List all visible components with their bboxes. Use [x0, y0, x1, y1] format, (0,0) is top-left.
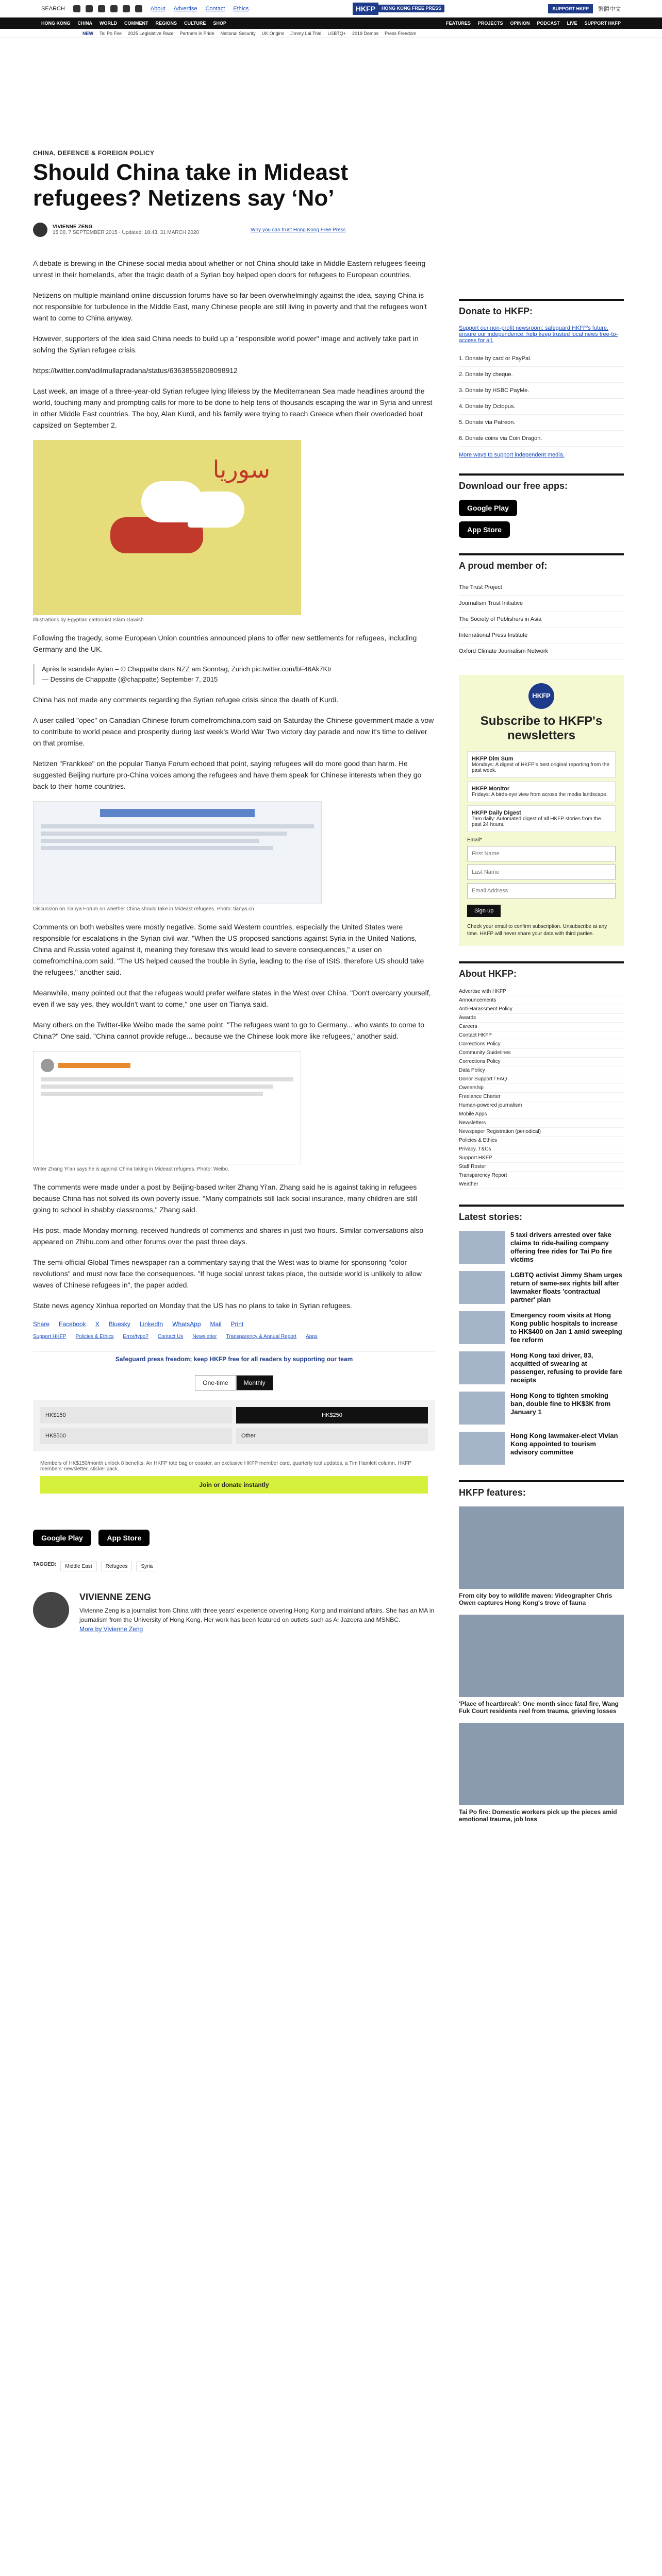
paragraph: Last week, an image of a three-year-old Syrian refugee lying lifeless by the Mediterranean Sea made headlines around the world, touching many and prompting calls for more to be done to help tens of thousands escaping the war in Syria and unrest in other Middle East countries. The boy, Alan Kurdi, and his family were trying to reach Greece when their overloaded boat capsized on September 2. — [33, 387, 433, 429]
nav-podcast[interactable]: PODCAST — [537, 21, 560, 26]
trending-item[interactable]: 2019 Demos — [352, 30, 378, 36]
newsletter-name: HKFP Monitor — [472, 786, 510, 792]
nav-support[interactable]: SUPPORT HKFP — [584, 21, 621, 26]
paragraph: Meanwhile, many pointed out that the refugees would prefer welfare states in the West over China. "Don't overcarry yourself, even if we say yes, they wouldn't want to come," one user on Tianya said. — [33, 989, 431, 1008]
forum-line — [41, 832, 287, 836]
tags-label: TAGGED: — [33, 1562, 57, 1567]
nav-hong-kong[interactable]: HONG KONG — [41, 21, 71, 26]
forum-line — [41, 839, 259, 843]
paragraph: China has not made any comments regarding the Syrian refugee crisis since the death of Kurdi. — [33, 696, 339, 704]
x-icon[interactable] — [86, 5, 93, 12]
footer-links — [33, 1334, 435, 1340]
donate-link[interactable]: 6. Donate coins via Coin Dragon. — [459, 431, 624, 447]
donate-more-link[interactable]: More ways to support independent media. — [459, 452, 565, 458]
amount-option-selected[interactable]: HK$250 — [236, 1407, 428, 1423]
app-buttons — [33, 1530, 435, 1546]
article-title: Should China take in Mideast refugees? Netizens say ‘No’ — [33, 160, 349, 211]
frequency-toggle — [33, 1375, 435, 1391]
threads-icon[interactable] — [135, 5, 142, 12]
member-benefits: Members of HK$150/month unlock 8 benefits: An HKFP tote bag or coaster, an exclusive HKFP member card, quarterly tool updates, a Tim Hamlett column, HKFP members' newsletter, sticker pack. — [40, 1461, 411, 1472]
nav-china[interactable]: CHINA — [77, 21, 93, 26]
donate-link[interactable]: 4. Donate by Octopus. — [459, 399, 624, 415]
email-label: Email* — [467, 837, 482, 843]
paragraph: The semi-official Global Times newspaper ran a commentary saying that the West was to blame for sponsoring "color revolutions" and must now face the consequences. "If huge social unrest takes place, the outside world is unlikely to allow waves of Chinese refugees in", the paper added. — [33, 1258, 422, 1289]
donate-links — [459, 351, 624, 447]
first-name-field[interactable]: First Name — [467, 846, 616, 861]
trending-item[interactable]: Press Freedom — [384, 30, 417, 36]
story-title: 5 taxi drivers arrested over fake claims to ride-hailing company offering free rides for Tai Po fire victims — [510, 1231, 612, 1263]
weibo-user — [58, 1063, 130, 1068]
member-sopa[interactable]: The Society of Publishers in Asia — [459, 612, 624, 628]
about-link[interactable]: Transparency Report — [459, 1172, 624, 1180]
embed-link[interactable]: https://twitter.com/adilmullapradana/status/63638558208098912 — [33, 366, 238, 375]
about-link[interactable]: Newspaper Registration (periodical) — [459, 1128, 624, 1137]
top-link-advertise[interactable]: Advertise — [173, 5, 197, 12]
top-links — [151, 6, 249, 12]
top-link-about[interactable]: About — [150, 5, 166, 12]
feature-image — [459, 1615, 624, 1697]
author-more-link[interactable]: More by Vivienne Zeng — [79, 1625, 143, 1633]
amount-option[interactable]: Other — [236, 1428, 428, 1444]
latest-story[interactable] — [459, 1311, 624, 1344]
weibo-screenshot — [33, 1051, 301, 1164]
newsletter-name: HKFP Daily Digest — [472, 810, 521, 816]
cartoon-image — [33, 440, 301, 615]
latest-story[interactable] — [459, 1392, 624, 1425]
about-link[interactable]: Ownership — [459, 1084, 624, 1093]
paragraph: His post, made Monday morning, received hundreds of comments and shares in just two hours. Similar conversations also appeared on Zhihu.com and other forums over the past three days. — [33, 1226, 424, 1246]
share-facebook[interactable]: Facebook — [59, 1320, 86, 1328]
story-thumbnail — [459, 1432, 505, 1465]
about-link[interactable]: Support HKFP — [459, 1154, 624, 1163]
main-nav — [0, 18, 662, 29]
weibo-avatar — [41, 1059, 54, 1072]
last-name-field[interactable]: Last Name — [467, 865, 616, 880]
donate-link[interactable]: 2. Donate by cheque. — [459, 367, 624, 383]
about-link[interactable]: Freelance Charter — [459, 1093, 624, 1101]
tweet-text: Après le scandale Aylan – © Chappatte dans NZZ am Sonntag, Zurich pic.twitter.com/bF46Ak7Ktr — [42, 665, 332, 673]
apps-link[interactable]: Apps — [305, 1334, 318, 1340]
donate-link[interactable]: 5. Donate via Patreon. — [459, 415, 624, 431]
author-name[interactable]: VIVIENNE ZENG — [53, 224, 93, 230]
share-label[interactable]: Share — [33, 1320, 50, 1328]
story-thumbnail — [459, 1271, 505, 1304]
newsletter-desc: 7am daily: Automated digest of all HKFP stories from the past 24 hours. — [472, 816, 601, 827]
nav-comment[interactable]: COMMENT — [124, 21, 148, 26]
support-link[interactable]: Support HKFP — [33, 1334, 67, 1340]
facebook-icon[interactable] — [73, 5, 80, 12]
features-title: HKFP features: — [459, 1480, 624, 1498]
about-link[interactable]: Donor Support / FAQ — [459, 1075, 624, 1084]
member-trust-project[interactable]: The Trust Project — [459, 580, 624, 596]
about-link[interactable]: Policies & Ethics — [459, 1137, 624, 1145]
share-whatsapp[interactable]: WhatsApp — [172, 1320, 201, 1328]
newsletter-note: Check your email to confirm subscription. Unsubscribe at any time. HKFP will never share your data with third parties. — [467, 924, 607, 937]
paragraph: Netizen "Frankkee" on the popular Tianya Forum echoed that point, saying refugees will do more good than harm. He suggested Beijing nurture pro-China voices among the refugees and have them speak for Chinese interests when they go back to their home countries. — [33, 759, 422, 790]
about-link[interactable]: Corrections Policy — [459, 1040, 624, 1049]
about-link[interactable]: Data Policy — [459, 1066, 624, 1075]
newsletter-logo: HKFP — [528, 683, 554, 709]
article-category[interactable]: CHINA, DEFENCE & FOREIGN POLICY — [33, 149, 155, 157]
trending-item[interactable]: Partners in Pride — [179, 30, 214, 36]
features-list — [459, 1506, 624, 1823]
share-x[interactable]: X — [95, 1320, 100, 1328]
share-print[interactable]: Print — [230, 1320, 244, 1328]
trending-bar — [0, 29, 662, 38]
google-play-button[interactable]: Google Play — [33, 1530, 91, 1546]
wing-right — [188, 492, 244, 528]
nav-features[interactable]: FEATURES — [446, 21, 471, 26]
linkedin-icon[interactable] — [123, 5, 130, 12]
nav-culture[interactable]: CULTURE — [184, 21, 206, 26]
amount-option[interactable]: HK$150 — [40, 1407, 232, 1423]
about-link[interactable]: Contact HKFP — [459, 1031, 624, 1040]
social-icons — [73, 5, 142, 12]
about-title: About HKFP: — [459, 961, 624, 979]
top-link-ethics[interactable]: Ethics — [233, 5, 249, 12]
story-title: Hong Kong lawmaker-elect Vivian Kong appointed to tourism advisory committee — [510, 1432, 618, 1456]
nav-regions[interactable]: REGIONS — [155, 21, 177, 26]
sidebar-app-store[interactable]: App Store — [459, 521, 510, 538]
forum-line — [41, 846, 273, 850]
nav-projects[interactable]: PROJECTS — [477, 21, 503, 26]
tags — [33, 1562, 435, 1571]
weibo-line — [41, 1092, 263, 1096]
sidebar-app-buttons — [459, 500, 624, 538]
paragraph: Comments on both websites were mostly negative. Some said Western countries, especially the United States were responsible for escalations in the Syrian civil war. "When the US proposed sanctions against Syria in the United Nations, China and Russia voted against it, meaning they foresaw this would lead to severe consequences," a user on comefromchina.com said. "The US helped caused the trouble in Syria, leading to the rise of ISIS, therefore US should take the refugees," another said. — [33, 923, 424, 976]
about-link[interactable]: Careers — [459, 1023, 624, 1031]
paragraph: Netizens on multiple mainland online discussion forums have so far been overwhelmingly against the idea, saying China is not responsible for turbulence in the Middle East, many Chinese people are still living in poverty and that the refugees won't want to come to China anyway. — [33, 291, 427, 322]
story-title: LGBTQ activist Jimmy Sham urges return of same-sex rights bill after lawmaker floats 'contractual partner' plan — [510, 1271, 622, 1303]
nav-live[interactable]: LIVE — [567, 21, 577, 26]
trending-item[interactable]: 2025 Legislative Race — [128, 30, 174, 36]
story-title: Emergency room visits at Hong Kong public hospitals to increase to HK$400 on Jan 1 amid sweeping fee reform — [510, 1311, 622, 1344]
youtube-icon[interactable] — [110, 5, 118, 12]
trending-item[interactable]: Jimmy Lai Trial — [290, 30, 322, 36]
latest-story[interactable] — [459, 1271, 624, 1304]
app-store-button[interactable]: App Store — [98, 1530, 150, 1546]
about-link[interactable]: Corrections Policy — [459, 1058, 624, 1066]
top-link-contact[interactable]: Contact — [205, 5, 225, 12]
about-link[interactable]: Announcements — [459, 996, 624, 1005]
feature-image — [459, 1506, 624, 1589]
newsletter-name: HKFP Dim Sum — [472, 756, 514, 762]
hkfp-logo[interactable] — [353, 3, 444, 15]
about-link[interactable]: Human-powered journalism — [459, 1101, 624, 1110]
figure-cartoon — [33, 440, 435, 623]
story-thumbnail — [459, 1392, 505, 1425]
story-title: Hong Kong taxi driver, 83, acquitted of swearing at passenger, refusing to provide fare receipts — [510, 1351, 622, 1384]
author-photo — [33, 1592, 69, 1628]
transparency-link[interactable]: Transparency & Annual Report — [226, 1334, 296, 1340]
byline — [33, 223, 435, 237]
share-bar — [33, 1320, 435, 1328]
newsletter-title: Subscribe to HKFP's newsletters — [480, 714, 603, 742]
email-field[interactable]: Email Address — [467, 883, 616, 899]
newsletter-option[interactable] — [467, 805, 616, 832]
newsletter-option[interactable] — [467, 751, 616, 778]
article-body — [33, 258, 435, 1311]
donate-link[interactable]: 1. Donate by card or PayPal. — [459, 351, 624, 367]
paragraph: A debate is brewing in the Chinese social media about whether or not China should take in Middle Eastern refugees fleeing unrest in their homelands, after the tragic death of a Syrian boy helped open doors for refugees to European countries. — [33, 259, 426, 279]
about-link[interactable]: Community Guidelines — [459, 1049, 624, 1058]
safeguard-banner[interactable]: Safeguard press freedom; keep HKFP free for all readers by supporting our team — [33, 1351, 435, 1363]
feature-story[interactable] — [459, 1723, 624, 1823]
freq-monthly[interactable]: Monthly — [236, 1375, 273, 1391]
about-link[interactable]: Privacy, T&Cs — [459, 1145, 624, 1154]
tag[interactable]: Middle East — [60, 1562, 96, 1571]
latest-story[interactable] — [459, 1432, 624, 1465]
about-link[interactable]: Mobile Apps — [459, 1110, 624, 1119]
story-thumbnail — [459, 1231, 505, 1264]
about-link[interactable]: Advertise with HKFP — [459, 988, 624, 996]
forum-header — [100, 809, 255, 817]
about-link[interactable]: Awards — [459, 1014, 624, 1023]
feature-story[interactable] — [459, 1615, 624, 1715]
trending-item[interactable]: LGBTQ+ — [327, 30, 346, 36]
trust-link[interactable]: Why you can trust Hong Kong Free Press — [251, 227, 346, 233]
author-avatar — [33, 223, 47, 237]
weibo-line — [41, 1084, 273, 1089]
instagram-icon[interactable] — [98, 5, 105, 12]
join-button[interactable]: Join or donate instantly — [40, 1476, 428, 1494]
embedded-tweet — [33, 664, 435, 685]
paragraph: The comments were made under a post by Beijing-based writer Zhang Yi'an. Zhang said he is against taking in refugees because China has not solved its own poverty issue. "Many compatriots still lack social insurance, many children are still going to school in shabby classrooms," Zhang said. — [33, 1183, 417, 1214]
story-thumbnail — [459, 1311, 505, 1344]
sidebar — [459, 299, 624, 1831]
author-bio: Vivienne Zeng is a journalist from China with three years' experience covering Hong Kong and mainland affairs. She has an MA in journalism from the University of Hong Kong. Her work has been featured on outlets such as Al Jazeera and MSNBC. — [79, 1607, 435, 1623]
donate-title: Donate to HKFP: — [459, 299, 624, 317]
tag[interactable]: Syria — [136, 1562, 157, 1571]
donate-intro-link[interactable]: Support our non-profit newsroom: safeguard HKFP's future, ensure our independence, help keep trusted local news free-to-access for all. — [459, 325, 618, 344]
forum-screenshot — [33, 801, 322, 904]
author-box — [33, 1592, 435, 1634]
top-bar — [0, 0, 662, 18]
share-mail[interactable]: Mail — [210, 1320, 222, 1328]
trending-item[interactable]: Tai Po Fire — [100, 30, 122, 36]
contact-link[interactable]: Contact Us — [157, 1334, 184, 1340]
apps-title: Download our free apps: — [459, 473, 624, 492]
newsletter-desc: Fridays: A birds-eye view from across the media landscape. — [472, 792, 608, 798]
paragraph: A user called "opec" on Canadian Chinese forum comefromchina.com said on Saturday the Chinese government made a vow to contribute to world peace and prosperity during last week's World War Two victory day parade and now it's time to deliver on that promise. — [33, 716, 434, 747]
member-title: A proud member of: — [459, 553, 624, 571]
nav-world[interactable]: WORLD — [100, 21, 118, 26]
newsletter-link[interactable]: Newsletter — [192, 1334, 217, 1340]
new-badge: NEW — [82, 30, 93, 36]
figure-caption: Illustrations by Egyptian cartoonist Islam Gawish. — [33, 617, 145, 623]
nav-opinion[interactable]: OPINION — [510, 21, 530, 26]
trending-item[interactable]: UK Origins — [261, 30, 285, 36]
member-ipi[interactable]: International Press Institute — [459, 628, 624, 643]
freq-one-time[interactable]: One-time — [195, 1375, 236, 1391]
search-link[interactable]: SEARCH — [41, 5, 65, 12]
newsletter-option[interactable] — [467, 781, 616, 802]
amount-options — [33, 1400, 435, 1451]
feature-title: Tai Po fire: Domestic workers pick up the pieces amid emotional trauma, job loss — [459, 1808, 617, 1823]
trending-item[interactable]: National Security — [220, 30, 256, 36]
figure-weibo — [33, 1051, 435, 1172]
feature-image — [459, 1723, 624, 1805]
story-thumbnail — [459, 1351, 505, 1384]
paragraph: Many others on the Twitter-like Weibo made the same point. "The refugees want to go to Germany... who wants to come to China?" One said. "China cannot provide refuge... because we the Chinese look more like refugees," another said. — [33, 1021, 425, 1040]
donate-link[interactable]: 3. Donate by HSBC PayMe. — [459, 383, 624, 399]
feature-title: 'Place of heartbreak': One month since fatal fire, Wang Fuk Court residents reel from trauma, grieving losses — [459, 1700, 619, 1715]
paragraph: Following the tragedy, some European Union countries announced plans to offer new settlements for refugees, including Germany and the UK. — [33, 634, 417, 653]
latest-story[interactable] — [459, 1231, 624, 1264]
about-link[interactable]: Weather — [459, 1180, 624, 1189]
support-button[interactable]: SUPPORT HKFP — [548, 4, 593, 13]
logo-text: HONG KONG FREE PRESS — [378, 5, 444, 12]
correction-link[interactable]: Error/typo? — [123, 1334, 148, 1340]
latest-list — [459, 1231, 624, 1465]
language-link[interactable]: 繁體中文 — [598, 6, 621, 12]
feature-story[interactable] — [459, 1506, 624, 1606]
signup-button[interactable]: Sign up — [467, 905, 501, 917]
paragraph: However, supporters of the idea said China needs to build up a "responsible world power" image and actively take part in solving the Syrian refugee crisis. — [33, 334, 419, 354]
sidebar-google-play[interactable]: Google Play — [459, 500, 517, 516]
article-dates: 15:00, 7 SEPTEMBER 2015 · Updated: 18:43, 31 MARCH 2020 — [53, 230, 200, 235]
about-link[interactable]: Anti-Harassment Policy — [459, 1005, 624, 1014]
amount-option[interactable]: HK$500 — [40, 1428, 232, 1444]
member-jti[interactable]: Journalism Trust Initiative — [459, 596, 624, 612]
latest-story[interactable] — [459, 1351, 624, 1384]
tag[interactable]: Refugees — [101, 1562, 133, 1571]
feature-title: From city boy to wildlife maven: Videographer Chris Owen captures Hong Kong's trove of fauna — [459, 1592, 613, 1606]
share-linkedin[interactable]: LinkedIn — [139, 1320, 163, 1328]
about-link[interactable]: Staff Roster — [459, 1163, 624, 1172]
weibo-line — [41, 1077, 293, 1081]
author-box-name[interactable]: VIVIENNE ZENG — [79, 1592, 152, 1602]
figure-forum — [33, 801, 435, 912]
share-bluesky[interactable]: Bluesky — [108, 1320, 130, 1328]
about-links — [459, 988, 624, 1189]
newsletter-desc: Mondays: A digest of HKFP's best original reporting from the past week. — [472, 762, 610, 773]
logo-box: HKFP — [353, 3, 378, 15]
cartoon-text: سوريا — [212, 455, 270, 483]
article-column — [33, 149, 435, 1634]
about-link[interactable]: Newsletters — [459, 1119, 624, 1128]
newsletter-box — [459, 675, 624, 946]
tweet-author[interactable]: — Dessins de Chappatte (@chappatte) September 7, 2015 — [42, 675, 218, 683]
forum-line — [41, 824, 314, 828]
paragraph: State news agency Xinhua reported on Monday that the US has no plans to take in Syrian refugees. — [33, 1301, 352, 1310]
member-logos — [459, 580, 624, 659]
policies-link[interactable]: Policies & Ethics — [75, 1334, 114, 1340]
member-oxford[interactable]: Oxford Climate Journalism Network — [459, 643, 624, 659]
nav-shop[interactable]: SHOP — [213, 21, 226, 26]
story-title: Hong Kong to tighten smoking ban, double fine to HK$3K from January 1 — [510, 1392, 611, 1416]
figure-caption: Writer Zhang Yi'an says he is against China taking in Mideast refugees. Photo: Weibo. — [33, 1166, 229, 1172]
latest-title: Latest stories: — [459, 1205, 624, 1223]
figure-caption: Discussion on Tianya Forum on whether China should take in Mideast refugees. Photo: tianya.cn — [33, 906, 254, 912]
